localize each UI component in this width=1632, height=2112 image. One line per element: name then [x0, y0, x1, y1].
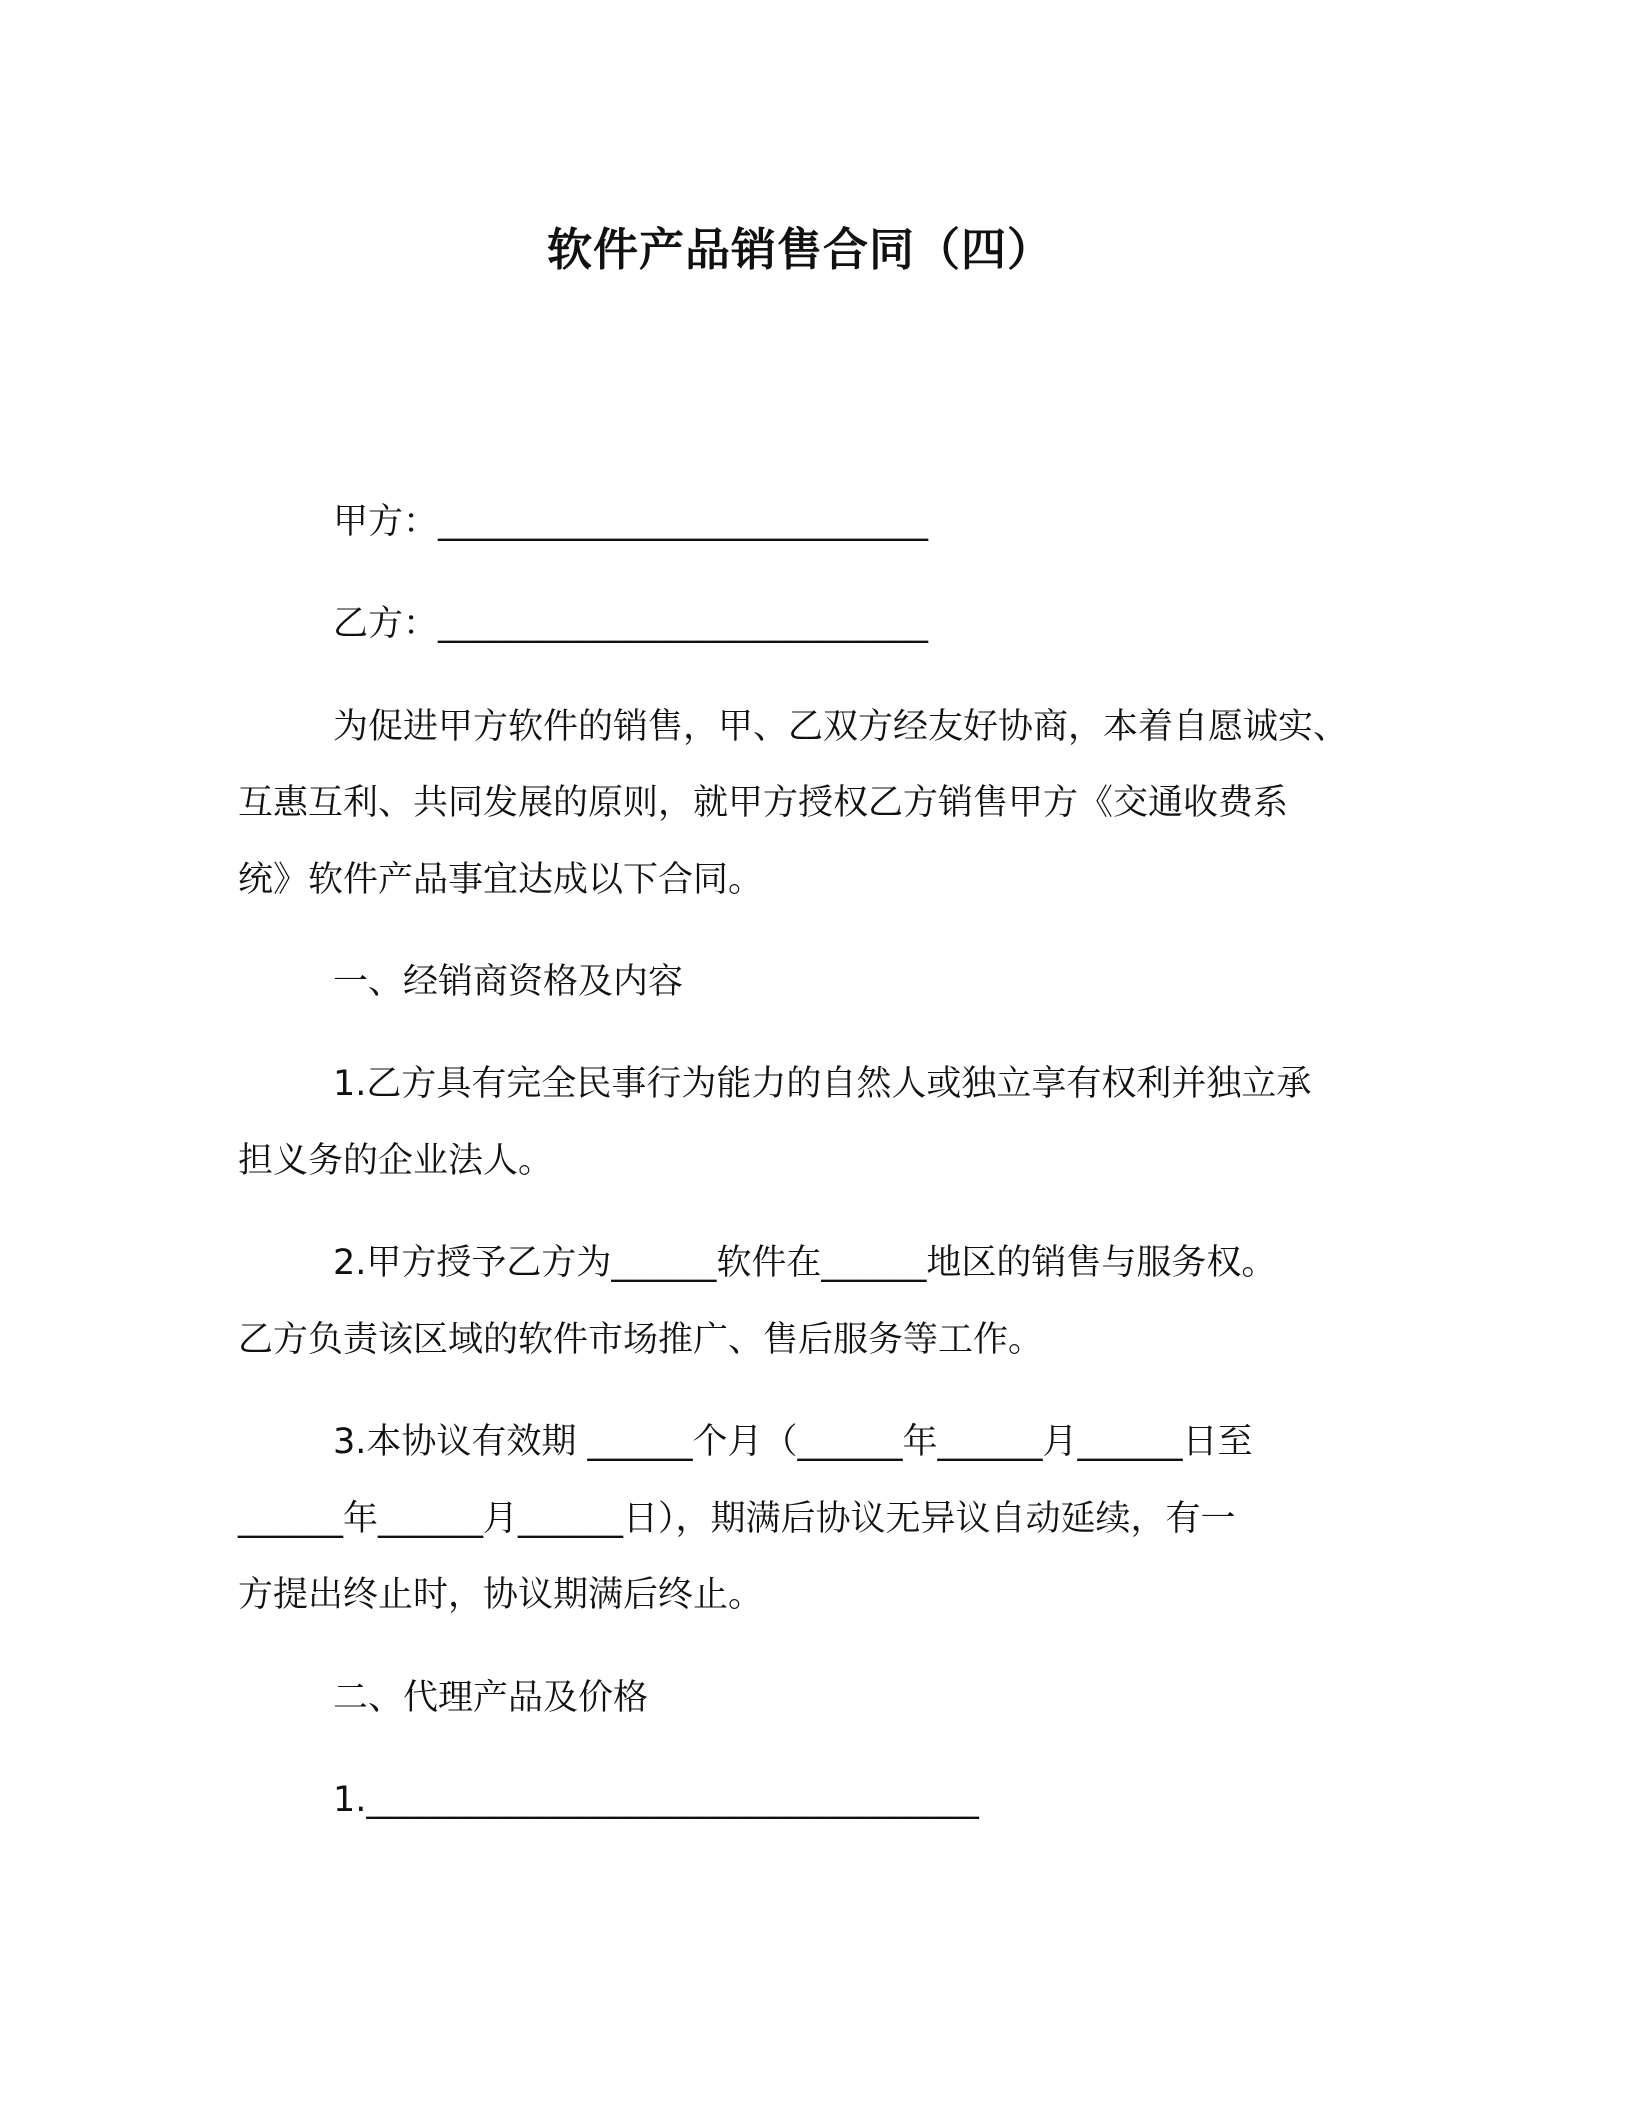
clause-1-2-line-2: 乙方负责该区域的软件市场推广、售后服务等工作。: [238, 1320, 1044, 1360]
clause-1-2-line-1: 2.甲方授予乙方为______软件在______地区的销售与服务权。: [333, 1243, 1277, 1283]
clause-1-3-line-2: ______年______月______日），期满后协议无异议自动延续，有一: [238, 1499, 1236, 1539]
party-a-line: 甲方：____________________________: [333, 502, 929, 542]
clause-1-3-line-1: 3.本协议有效期 ______个月（______年______月______日至: [333, 1422, 1253, 1462]
section-2-heading: 二、代理产品及价格: [333, 1678, 649, 1718]
preamble-line-3: 统》软件产品事宜达成以下合同。: [238, 860, 764, 900]
clause-2-1-line-1: 1.___________________________________: [333, 1780, 979, 1820]
section-1-heading: 一、经销商资格及内容: [333, 962, 684, 1002]
document-title: 软件产品销售合同（四）: [546, 223, 1053, 276]
party-b-line: 乙方：____________________________: [333, 604, 929, 644]
clause-1-3-line-3: 方提出终止时，协议期满后终止。: [238, 1575, 764, 1615]
clause-1-1-line-2: 担义务的企业法人。: [238, 1141, 554, 1181]
preamble-line-1: 为促进甲方软件的销售，甲、乙双方经友好协商，本着自愿诚实、: [333, 707, 1349, 747]
preamble-line-2: 互惠互利、共同发展的原则，就甲方授权乙方销售甲方《交通收费系: [238, 783, 1289, 823]
clause-1-1-line-1: 1.乙方具有完全民事行为能力的自然人或独立享有权利并独立承: [333, 1064, 1312, 1104]
